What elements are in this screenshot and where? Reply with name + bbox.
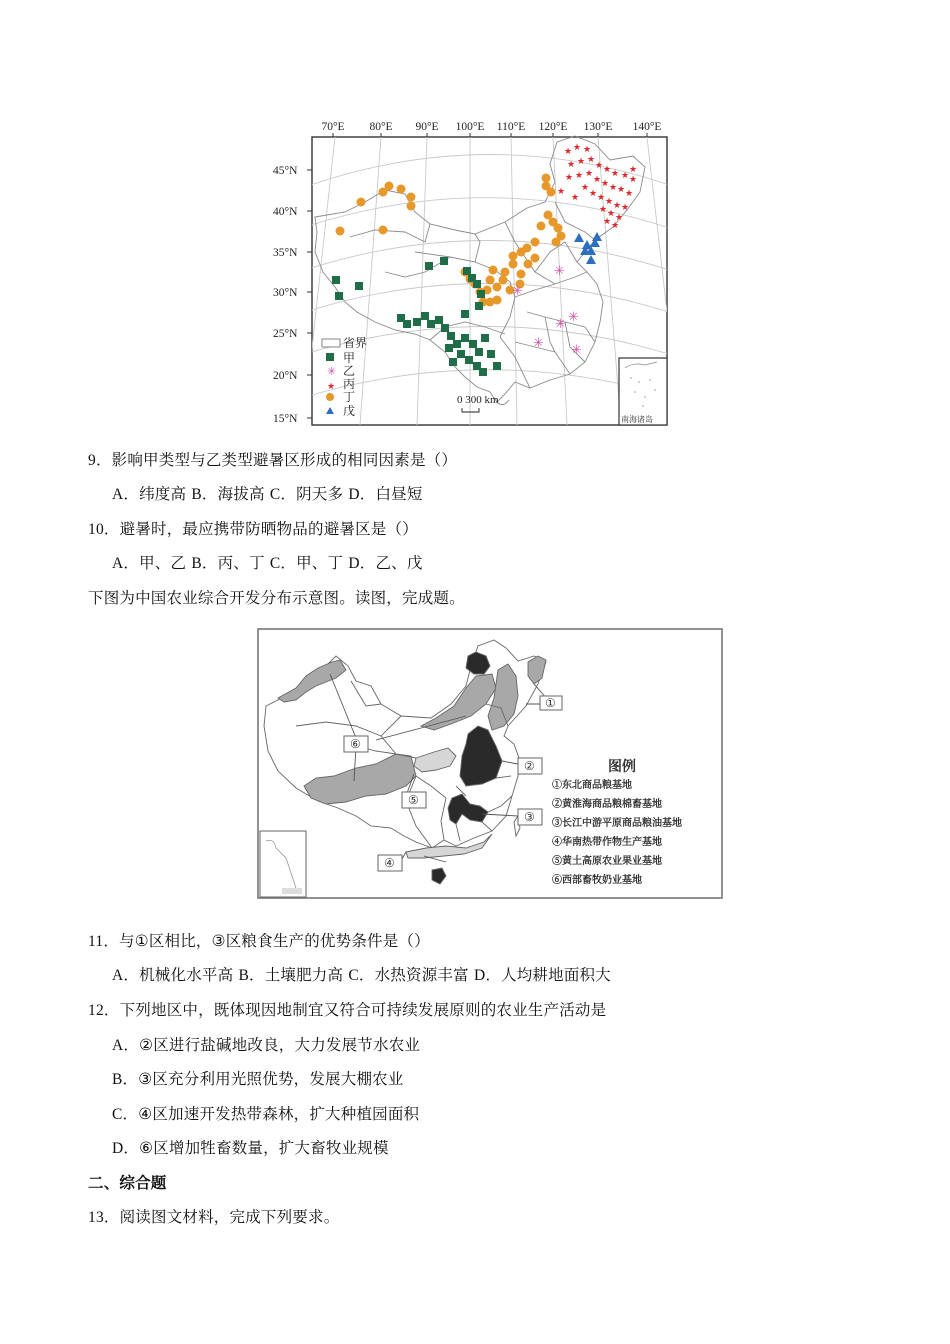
option-b-text: ③区充分利用光照优势，发展大棚农业	[138, 1070, 404, 1088]
svg-text:✳: ✳	[512, 284, 523, 299]
svg-text:✳: ✳	[571, 343, 582, 358]
option-key: D．	[348, 486, 376, 503]
question-number: 10．	[88, 521, 120, 538]
svg-text:②: ②	[524, 759, 535, 773]
svg-text:★: ★	[587, 155, 596, 165]
option-key: B．	[238, 967, 265, 984]
svg-text:★: ★	[603, 165, 612, 175]
option-a[interactable]: 机械化水平高	[139, 966, 234, 984]
svg-text:30°N: 30°N	[273, 287, 298, 299]
option-key: A．	[112, 555, 140, 572]
question-11-options	[112, 964, 872, 986]
svg-text:✳: ✳	[554, 264, 565, 279]
svg-text:②黄淮海商品粮棉畜基地: ②黄淮海商品粮棉畜基地	[552, 799, 662, 810]
south-china-sea-inset	[619, 358, 667, 425]
svg-text:★: ★	[629, 175, 638, 185]
svg-text:★: ★	[327, 382, 336, 392]
svg-text:80°E: 80°E	[369, 121, 393, 133]
option-d[interactable]: 白昼短	[375, 485, 423, 503]
question-stem: 下列地区中，既体现因地制宜又符合可持续发展原则的农业生产活动是	[119, 1001, 607, 1019]
option-a[interactable]: 甲、乙	[139, 554, 187, 572]
svg-text:20°N: 20°N	[273, 370, 298, 382]
question-number: 9．	[88, 452, 112, 469]
option-key: C．	[269, 555, 297, 572]
question-number: 12．	[88, 1002, 120, 1019]
question-12-option-d[interactable]	[112, 1137, 872, 1159]
option-key: A．	[112, 486, 140, 503]
question-10-options	[112, 552, 872, 574]
resort-distribution-map	[265, 112, 685, 432]
svg-text:130°E: 130°E	[583, 121, 613, 133]
option-b[interactable]: 海拔高	[217, 485, 265, 503]
svg-text:★: ★	[583, 145, 592, 155]
svg-text:★: ★	[577, 157, 586, 167]
option-key: B．	[191, 486, 218, 503]
svg-text:★: ★	[589, 189, 598, 199]
svg-text:④: ④	[384, 856, 395, 870]
question-12	[88, 999, 888, 1021]
svg-text:✳: ✳	[568, 310, 579, 325]
svg-text:70°E: 70°E	[321, 121, 345, 133]
svg-text:①东北商品粮基地: ①东北商品粮基地	[552, 780, 632, 791]
svg-text:✳: ✳	[533, 336, 544, 351]
option-key: D．	[348, 555, 376, 572]
svg-text:40°N: 40°N	[273, 206, 298, 218]
longitude-labels	[321, 121, 661, 133]
intro-text: 下图为中国农业综合开发分布示意图。读图，完成题。	[88, 589, 465, 607]
question-9	[88, 449, 868, 471]
option-a-text: ②区进行盐碱地改良，大力发展节水农业	[139, 1036, 421, 1054]
svg-text:★: ★	[613, 201, 622, 211]
question-stem: 与①区相比，③区粮食生产的优势条件是（）	[119, 932, 430, 950]
figure-2-intro	[88, 587, 868, 609]
svg-text:★: ★	[611, 169, 620, 179]
option-key: D．	[112, 1140, 140, 1157]
question-number: 13．	[88, 1209, 120, 1226]
option-b[interactable]: 土壤肥力高	[264, 966, 344, 984]
svg-text:南海诸岛: 南海诸岛	[621, 415, 653, 424]
option-b[interactable]: 丙、丁	[217, 554, 265, 572]
question-number: 11．	[88, 933, 120, 950]
question-stem: 避暑时，最应携带防晒物品的避暑区是（）	[119, 520, 418, 538]
section-title: 二、综合题	[88, 1174, 167, 1192]
svg-text:★: ★	[601, 179, 610, 189]
svg-text:15°N: 15°N	[273, 413, 298, 425]
svg-text:✳: ✳	[327, 365, 337, 378]
svg-text:★: ★	[611, 221, 620, 231]
svg-text:★: ★	[595, 161, 604, 171]
svg-text:★: ★	[603, 217, 612, 227]
option-a[interactable]: 纬度高	[139, 485, 187, 503]
option-c[interactable]: 水热资源丰富	[374, 966, 469, 984]
svg-text:★: ★	[625, 189, 634, 199]
question-12-option-c[interactable]	[112, 1103, 872, 1125]
question-12-option-a[interactable]	[112, 1034, 872, 1056]
svg-text:省界: 省界	[343, 336, 368, 350]
svg-text:0 300 km: 0 300 km	[457, 394, 499, 406]
svg-text:③长江中游平原商品粮油基地: ③长江中游平原商品粮油基地	[552, 818, 682, 829]
option-key: C．	[348, 967, 375, 984]
svg-text:★: ★	[607, 209, 616, 219]
svg-text:★: ★	[629, 165, 638, 175]
svg-text:⑥: ⑥	[350, 737, 361, 751]
svg-text:丙: 丙	[343, 377, 356, 391]
svg-text:④华南热带作物生产基地: ④华南热带作物生产基地	[552, 837, 662, 848]
svg-text:★: ★	[617, 185, 626, 195]
svg-text:⑤黄土高原农业果业基地: ⑤黄土高原农业果业基地	[552, 856, 662, 867]
svg-text:★: ★	[567, 160, 576, 170]
section-heading	[88, 1172, 388, 1194]
option-d[interactable]: 人均耕地面积大	[501, 966, 611, 984]
svg-text:100°E: 100°E	[455, 121, 485, 133]
svg-text:90°E: 90°E	[415, 121, 439, 133]
svg-text:110°E: 110°E	[496, 121, 526, 133]
svg-text:★: ★	[585, 169, 594, 179]
svg-text:★: ★	[557, 187, 566, 197]
agriculture-development-map	[256, 626, 726, 902]
svg-text:25°N: 25°N	[273, 328, 298, 340]
svg-text:★: ★	[621, 171, 630, 181]
svg-text:★: ★	[597, 193, 606, 203]
option-key: A．	[112, 967, 140, 984]
svg-text:★: ★	[599, 205, 608, 215]
svg-text:★: ★	[581, 183, 590, 193]
option-key: C．	[112, 1106, 139, 1123]
svg-text:120°E: 120°E	[538, 121, 568, 133]
svg-text:★: ★	[565, 173, 574, 183]
option-key: D．	[473, 967, 502, 984]
option-key: C．	[269, 486, 297, 503]
option-key: B．	[191, 555, 218, 572]
svg-text:⑥西部畜牧奶业基地: ⑥西部畜牧奶业基地	[552, 875, 642, 886]
latitude-labels	[273, 165, 298, 425]
option-d[interactable]: 乙、戊	[375, 554, 423, 572]
svg-text:戊: 戊	[343, 404, 356, 418]
svg-text:★: ★	[615, 213, 624, 223]
svg-text:⑤: ⑤	[408, 793, 419, 807]
question-10	[88, 518, 868, 540]
option-c[interactable]: 阴天多	[296, 485, 344, 503]
option-d-text: ⑥区增加牲畜数量，扩大畜牧业规模	[139, 1139, 389, 1157]
question-11	[88, 930, 868, 952]
svg-text:45°N: 45°N	[273, 165, 298, 177]
svg-text:35°N: 35°N	[273, 247, 298, 259]
svg-text:图例: 图例	[608, 759, 636, 775]
question-stem: 阅读图文材料，完成下列要求。	[119, 1208, 340, 1226]
option-c[interactable]: 甲、丁	[296, 554, 344, 572]
option-key: A．	[112, 1037, 140, 1054]
svg-text:★: ★	[605, 197, 614, 207]
svg-text:乙: 乙	[343, 364, 356, 378]
svg-text:★: ★	[621, 203, 630, 213]
south-china-sea-inset	[260, 831, 306, 897]
question-stem: 影响甲类型与乙类型避暑区形成的相同因素是（）	[111, 451, 458, 469]
svg-text:丁: 丁	[343, 390, 356, 404]
svg-text:★: ★	[573, 143, 582, 153]
svg-text:①: ①	[545, 696, 556, 710]
svg-text:甲: 甲	[343, 351, 356, 365]
svg-text:★: ★	[571, 193, 580, 203]
option-c-text: ④区加速开发热带森林，扩大种植园面积	[138, 1105, 420, 1123]
option-key: B．	[112, 1071, 139, 1088]
question-13	[88, 1206, 868, 1228]
svg-text:✳: ✳	[555, 317, 566, 332]
svg-text:140°E: 140°E	[632, 121, 662, 133]
svg-text:★: ★	[564, 147, 573, 157]
svg-text:★: ★	[593, 175, 602, 185]
svg-text:★: ★	[609, 183, 618, 193]
svg-text:★: ★	[575, 171, 584, 181]
svg-text:③: ③	[524, 810, 535, 824]
question-9-options	[112, 483, 872, 505]
question-12-option-b[interactable]	[112, 1068, 872, 1090]
